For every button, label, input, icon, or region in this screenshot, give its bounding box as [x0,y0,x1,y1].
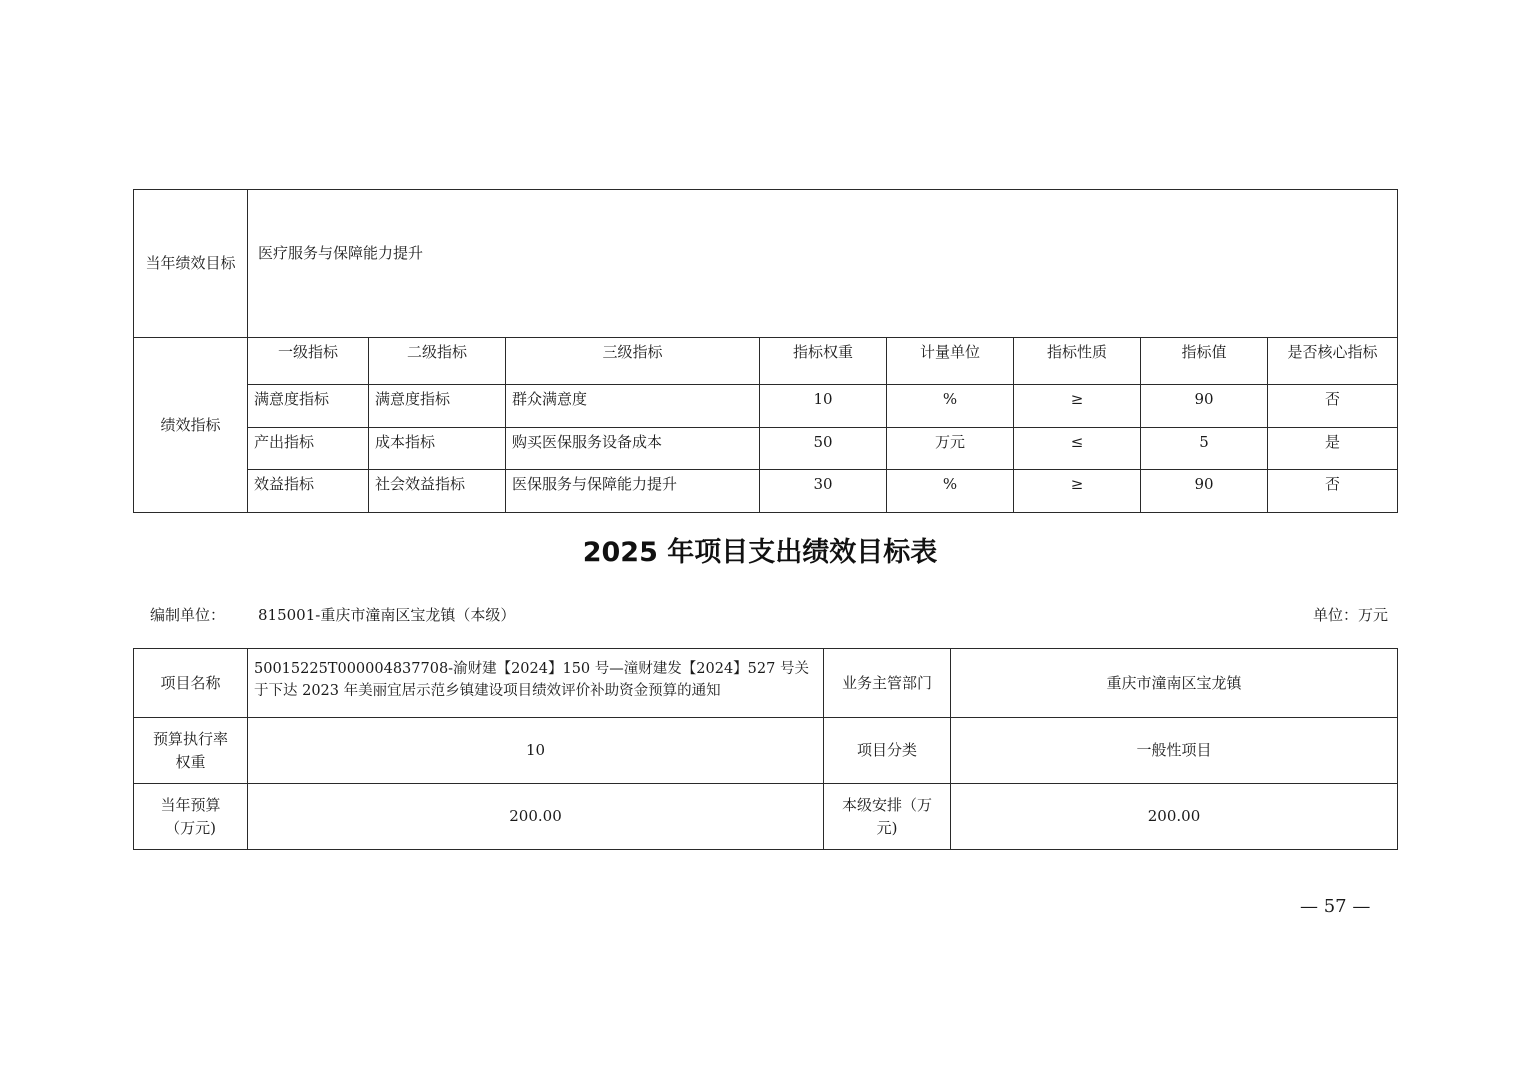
table-cell: 否 [1268,470,1398,513]
table-row [134,385,1398,428]
table-row [134,784,1398,850]
table-row [134,718,1398,784]
exec-rate-value: 10 [248,718,824,784]
goal-text: 医疗服务与保障能力提升 [248,190,1398,338]
project-name-value: 50015225T000004837708-渝财建【2024】150 号—潼财建发【2024】527 号关于下达 2023 年美丽宜居示范乡镇建设项目绩效评价补助资金预算的通知 [248,649,824,718]
header-cell: 指标性质 [1014,338,1141,385]
unit-label: 单位：万元 [1312,606,1388,624]
header-cell: 指标权重 [760,338,887,385]
budget-label: 当年预算（万元) [134,784,248,850]
budget-value: 200.00 [248,784,824,850]
prepared-by-label: 编制单位： [150,606,226,624]
prepared-by-value: 815001-重庆市潼南区宝龙镇（本级） [258,606,516,624]
header-cell: 计量单位 [887,338,1014,385]
table-cell: 产出指标 [248,428,369,470]
project-info-table [133,648,1398,850]
table-cell: 30 [760,470,887,513]
header-cell: 二级指标 [369,338,506,385]
dept-value: 重庆市潼南区宝龙镇 [951,649,1398,718]
header-cell: 指标值 [1141,338,1268,385]
page-number: — 57 — [1300,896,1371,917]
local-allocation-value: 200.00 [951,784,1398,850]
table-cell: 10 [760,385,887,428]
table-cell: 满意度指标 [248,385,369,428]
table-cell: % [887,470,1014,513]
table-row [134,470,1398,513]
goal-label: 当年绩效目标 [134,190,248,338]
header-cell: 是否核心指标 [1268,338,1398,385]
table-cell: ≥ [1014,470,1141,513]
table-cell: 效益指标 [248,470,369,513]
indicators-label: 绩效指标 [134,338,248,513]
table-row [134,428,1398,470]
table-cell: % [887,385,1014,428]
category-value: 一般性项目 [951,718,1398,784]
table-cell: 群众满意度 [506,385,760,428]
table-cell: 社会效益指标 [369,470,506,513]
table-cell: 5 [1141,428,1268,470]
table-cell: 成本指标 [369,428,506,470]
table-cell: 医保服务与保障能力提升 [506,470,760,513]
table-cell: 90 [1141,385,1268,428]
table-cell: 购买医保服务设备成本 [506,428,760,470]
table-cell: 否 [1268,385,1398,428]
table-cell: 是 [1268,428,1398,470]
local-allocation-label: 本级安排（万元) [824,784,951,850]
table-cell: 90 [1141,470,1268,513]
prepared-by-row [150,604,1388,628]
dept-label: 业务主管部门 [824,649,951,718]
table-row [134,649,1398,718]
table-cell: 满意度指标 [369,385,506,428]
page-title: 2025 年项目支出绩效目标表 [582,537,938,568]
header-cell: 一级指标 [248,338,369,385]
header-cell: 三级指标 [506,338,760,385]
table-cell: 50 [760,428,887,470]
project-name-label: 项目名称 [134,649,248,718]
table-cell: ≤ [1014,428,1141,470]
category-label: 项目分类 [824,718,951,784]
exec-rate-label: 预算执行率权重 [134,718,248,784]
performance-goal-table [133,189,1398,513]
table-cell: 万元 [887,428,1014,470]
table-cell: ≥ [1014,385,1141,428]
